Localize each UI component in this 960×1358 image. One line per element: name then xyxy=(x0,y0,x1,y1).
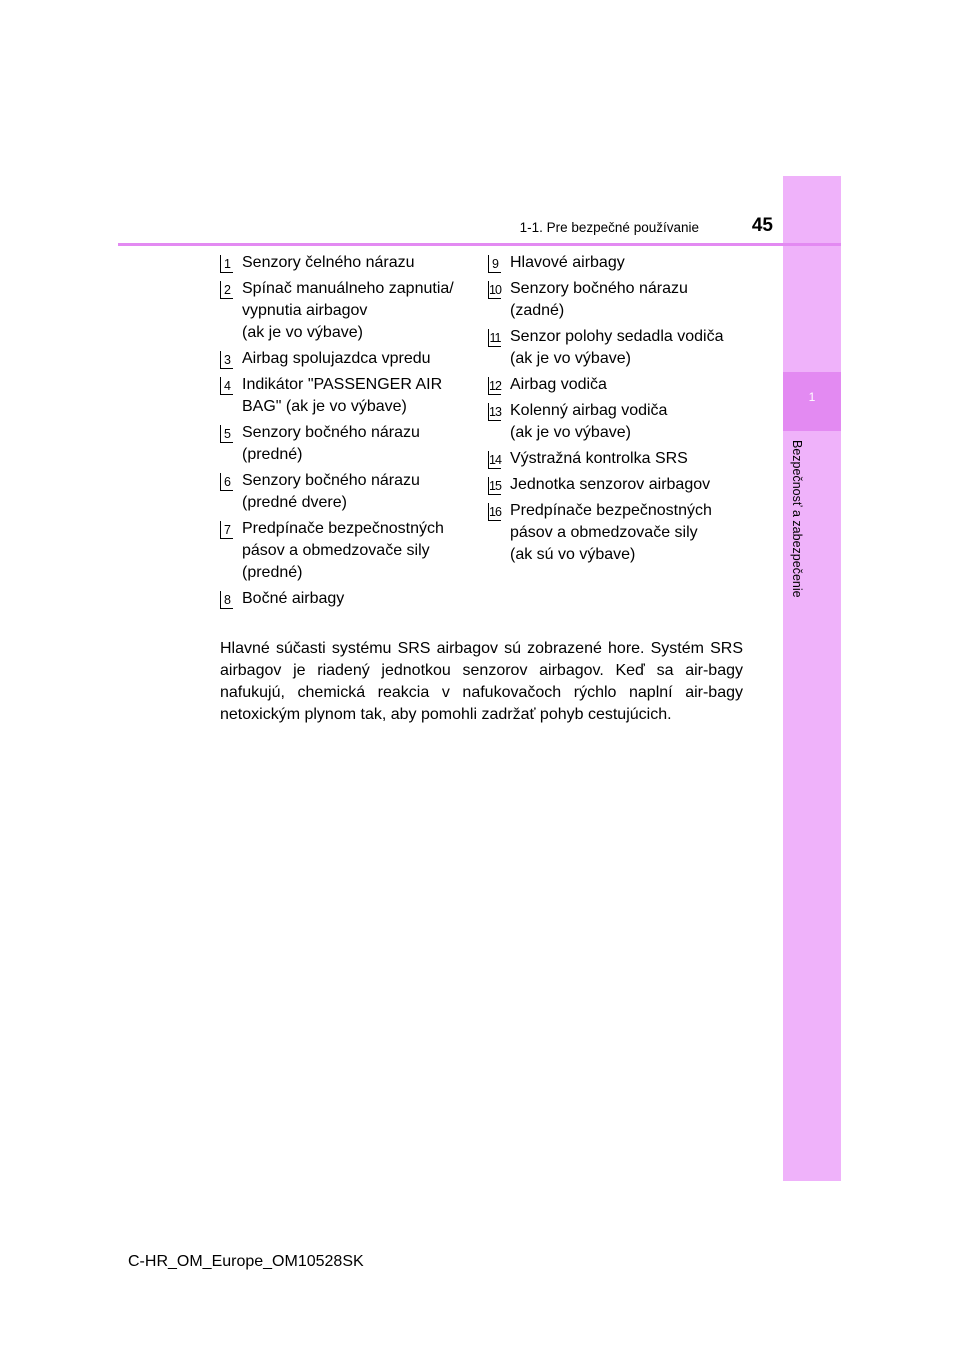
legend-number: 2 xyxy=(220,281,233,299)
legend-item xyxy=(488,474,750,496)
legend-item xyxy=(488,400,750,444)
legend-number: 8 xyxy=(220,591,233,609)
legend-item xyxy=(220,518,470,584)
legend-text: Jednotka senzorov airbagov xyxy=(510,476,711,493)
body-paragraph: Hlavné súčasti systému SRS airbagov sú zobrazené hore. Systém SRS airbagov je riadený jednotkou senzorov airbagov. Keď sa air-bagy nafukujú, chemická reakcia v nafukovačoch rýchlo naplní air-bagy netoxickým plynom tak, aby pomohli zadržať pohyb cestujúcich. xyxy=(220,640,743,723)
legend-item xyxy=(220,348,470,370)
legend-item xyxy=(220,588,470,610)
legend-item xyxy=(220,278,470,344)
legend-number: 5 xyxy=(220,425,233,443)
page-number: 45 xyxy=(751,215,773,236)
legend-text: Senzory bočného nárazu (predné) xyxy=(242,424,420,463)
legend-column-left xyxy=(220,252,470,614)
legend-number: 12 xyxy=(488,377,501,395)
legend-text: Indikátor "PASSENGER AIR BAG" (ak je vo výbave) xyxy=(242,376,443,415)
legend-text: Predpínače bezpečnostných pásov a obmedzovače sily (predné) xyxy=(242,520,444,581)
legend-number: 4 xyxy=(220,377,233,395)
legend-item xyxy=(220,422,470,466)
legend-column-right xyxy=(488,252,750,570)
legend-number: 10 xyxy=(488,281,501,299)
header-rule xyxy=(118,243,841,246)
legend-number: 16 xyxy=(488,503,501,521)
legend-item xyxy=(488,374,750,396)
legend-text: Senzory čelného nárazu xyxy=(242,254,415,271)
legend-item xyxy=(220,252,470,274)
legend-text: Senzor polohy sedadla vodiča (ak je vo výbave) xyxy=(510,328,724,367)
legend-number: 6 xyxy=(220,473,233,491)
legend-text: Airbag vodiča xyxy=(510,376,607,393)
legend-number: 9 xyxy=(488,255,501,273)
legend-text: Hlavové airbagy xyxy=(510,254,625,271)
legend-item xyxy=(488,252,750,274)
legend-number: 11 xyxy=(488,329,501,347)
legend-text: Senzory bočného nárazu (predné dvere) xyxy=(242,472,420,511)
legend-item xyxy=(220,470,470,514)
chapter-label: Bezpečnosť a zabezpečenie xyxy=(790,440,804,598)
section-title: 1-1. Pre bezpečné používanie xyxy=(519,220,699,235)
legend-item xyxy=(220,374,470,418)
footer-document-code: C-HR_OM_Europe_OM10528SK xyxy=(128,1253,364,1270)
legend-item xyxy=(488,326,750,370)
legend-number: 7 xyxy=(220,521,233,539)
legend-number: 3 xyxy=(220,351,233,369)
legend-item xyxy=(488,500,750,566)
chapter-number: 1 xyxy=(808,390,816,404)
legend-text: Senzory bočného nárazu (zadné) xyxy=(510,280,688,319)
legend-text: Kolenný airbag vodiča (ak je vo výbave) xyxy=(510,402,668,441)
legend-number: 13 xyxy=(488,403,501,421)
legend-number: 1 xyxy=(220,255,233,273)
legend-text: Predpínače bezpečnostných pásov a obmedzovače sily (ak sú vo výbave) xyxy=(510,502,712,563)
legend-text: Bočné airbagy xyxy=(242,590,345,607)
legend-text: Airbag spolujazdca vpredu xyxy=(242,350,431,367)
legend-item xyxy=(488,448,750,470)
legend-number: 15 xyxy=(488,477,501,495)
legend-text: Spínač manuálneho zapnutia/ vypnutia airbagov (ak je vo výbave) xyxy=(242,280,454,341)
chapter-side-tab xyxy=(783,176,841,1181)
legend-number: 14 xyxy=(488,451,501,469)
legend-item xyxy=(488,278,750,322)
legend-text: Výstražná kontrolka SRS xyxy=(510,450,688,467)
